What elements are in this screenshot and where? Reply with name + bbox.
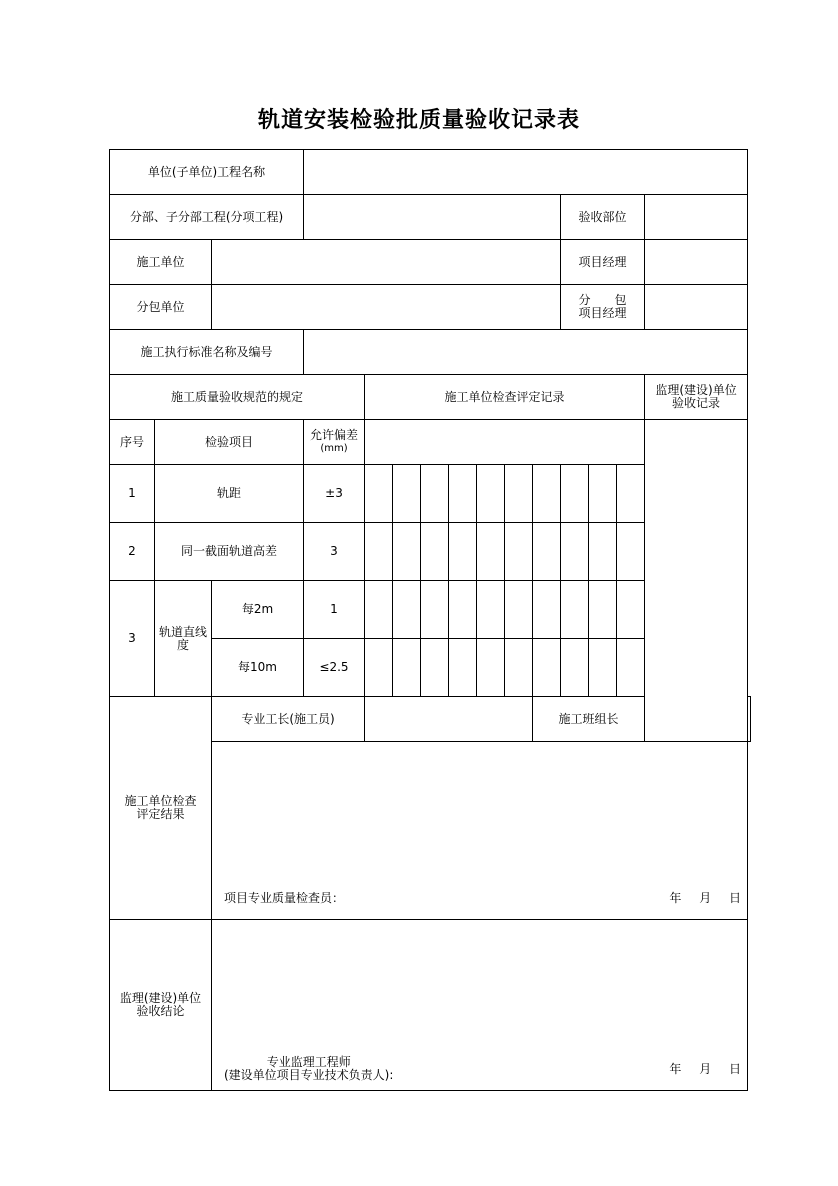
measure-cell[interactable]: [533, 581, 561, 639]
supervision-result-label: [110, 920, 212, 1091]
row-no: 3: [110, 581, 155, 697]
measure-cell[interactable]: [393, 639, 421, 697]
row-tolerance: 1: [304, 581, 365, 639]
measure-cell[interactable]: [533, 523, 561, 581]
measure-cell[interactable]: [505, 639, 533, 697]
division-field[interactable]: [304, 195, 561, 240]
foreman-field[interactable]: [365, 697, 533, 742]
subcontractor-label: 分包单位: [110, 285, 212, 330]
measure-cell[interactable]: [421, 465, 449, 523]
supervision-result-line1: 监理(建设)单位: [119, 991, 202, 1005]
row-item: 同一截面轨道高差: [155, 523, 304, 581]
acceptance-part-field[interactable]: [645, 195, 748, 240]
contractor-result-line2: 评定结果: [136, 807, 185, 821]
contractor-field[interactable]: [212, 240, 561, 285]
supervision-record-field[interactable]: [645, 420, 748, 742]
project-manager-field[interactable]: [645, 240, 748, 285]
measure-cell[interactable]: [617, 523, 645, 581]
check-record-label: 施工单位检查评定记录: [365, 375, 645, 420]
row-sub-item: 每10m: [212, 639, 304, 697]
measure-cell[interactable]: [421, 523, 449, 581]
col-no-header: 序号: [110, 420, 155, 465]
supervision-result-field[interactable]: [212, 920, 748, 1091]
division-label: 分部、子分部工程(分项工程): [110, 195, 304, 240]
measure-cell[interactable]: [477, 581, 505, 639]
measure-cell[interactable]: [617, 581, 645, 639]
row-tolerance: ±3: [304, 465, 365, 523]
supervision-result-line2: 验收结论: [136, 1004, 185, 1018]
row-tolerance: ≤2.5: [304, 639, 365, 697]
project-name-label: 单位(子单位)工程名称: [110, 150, 304, 195]
measure-cell[interactable]: [365, 465, 393, 523]
row-item: 轨道直线度: [155, 581, 212, 697]
measure-cell[interactable]: [617, 465, 645, 523]
contractor-label: 施工单位: [110, 240, 212, 285]
measure-cell[interactable]: [365, 639, 393, 697]
measure-cell[interactable]: [393, 523, 421, 581]
measure-cell[interactable]: [421, 581, 449, 639]
contractor-result-line1: 施工单位检查: [124, 794, 197, 808]
measure-cell[interactable]: [589, 523, 617, 581]
supervision-record-label: [645, 375, 748, 420]
measure-cell[interactable]: [477, 465, 505, 523]
project-name-field[interactable]: [304, 150, 748, 195]
form-title: 轨道安装检验批质量验收记录表: [257, 107, 580, 133]
supervision-record-line2: 验收记录: [672, 396, 721, 410]
standard-field[interactable]: [304, 330, 748, 375]
measure-cell[interactable]: [449, 465, 477, 523]
measure-cell[interactable]: [505, 523, 533, 581]
measure-cell[interactable]: [561, 581, 589, 639]
measure-cell[interactable]: [561, 523, 589, 581]
measure-cell[interactable]: [449, 523, 477, 581]
measure-cell[interactable]: [449, 639, 477, 697]
inspector-label: 项目专业质量检查员：: [224, 891, 345, 905]
acceptance-record-table: [109, 149, 751, 1091]
measure-cell[interactable]: [365, 523, 393, 581]
row-no: 1: [110, 465, 155, 523]
row-tolerance: 3: [304, 523, 365, 581]
col-tolerance-line2: (mm): [320, 443, 348, 454]
measure-cell[interactable]: [561, 639, 589, 697]
measure-cell[interactable]: [365, 581, 393, 639]
sub-manager-label-line1: 分 包: [578, 293, 627, 307]
team-leader-field[interactable]: [748, 697, 751, 742]
sub-manager-field[interactable]: [645, 285, 748, 330]
project-manager-label: 项目经理: [561, 240, 645, 285]
standard-label: 施工执行标准名称及编号: [110, 330, 304, 375]
check-record-header-blank: [365, 420, 645, 465]
spec-label: 施工质量验收规范的规定: [110, 375, 365, 420]
measure-cell[interactable]: [589, 639, 617, 697]
sub-manager-label-line2: 项目经理: [578, 306, 627, 320]
row-no: 2: [110, 523, 155, 581]
contractor-date-label: 年 月 日: [669, 891, 742, 905]
contractor-result-label: [110, 697, 212, 920]
measure-cell[interactable]: [505, 581, 533, 639]
contractor-result-field[interactable]: [212, 742, 748, 920]
engineer-line2: (建设单位项目专业技术负责人):: [224, 1068, 394, 1082]
measure-cell[interactable]: [477, 639, 505, 697]
supervision-record-line1: 监理(建设)单位: [655, 383, 737, 397]
supervision-date-label: 年 月 日: [669, 1062, 742, 1076]
sub-manager-label: [561, 285, 645, 330]
foreman-label: 专业工长(施工员): [212, 697, 365, 742]
row-item: 轨距: [155, 465, 304, 523]
col-tolerance-header: [304, 420, 365, 465]
measure-cell[interactable]: [393, 465, 421, 523]
measure-cell[interactable]: [505, 465, 533, 523]
measure-cell[interactable]: [561, 465, 589, 523]
measure-cell[interactable]: [533, 465, 561, 523]
measure-cell[interactable]: [589, 581, 617, 639]
measure-cell[interactable]: [449, 581, 477, 639]
col-item-header: 检验项目: [155, 420, 304, 465]
row-sub-item: 每2m: [212, 581, 304, 639]
team-leader-label: 施工班组长: [533, 697, 645, 742]
measure-cell[interactable]: [533, 639, 561, 697]
engineer-line1: 专业监理工程师: [266, 1055, 351, 1069]
col-tolerance-line1: 允许偏差: [309, 428, 358, 442]
engineer-signature: [224, 1056, 393, 1082]
measure-cell[interactable]: [393, 581, 421, 639]
measure-cell[interactable]: [617, 639, 645, 697]
acceptance-part-label: 验收部位: [561, 195, 645, 240]
measure-cell[interactable]: [421, 639, 449, 697]
subcontractor-field[interactable]: [212, 285, 561, 330]
measure-cell[interactable]: [589, 465, 617, 523]
measure-cell[interactable]: [477, 523, 505, 581]
